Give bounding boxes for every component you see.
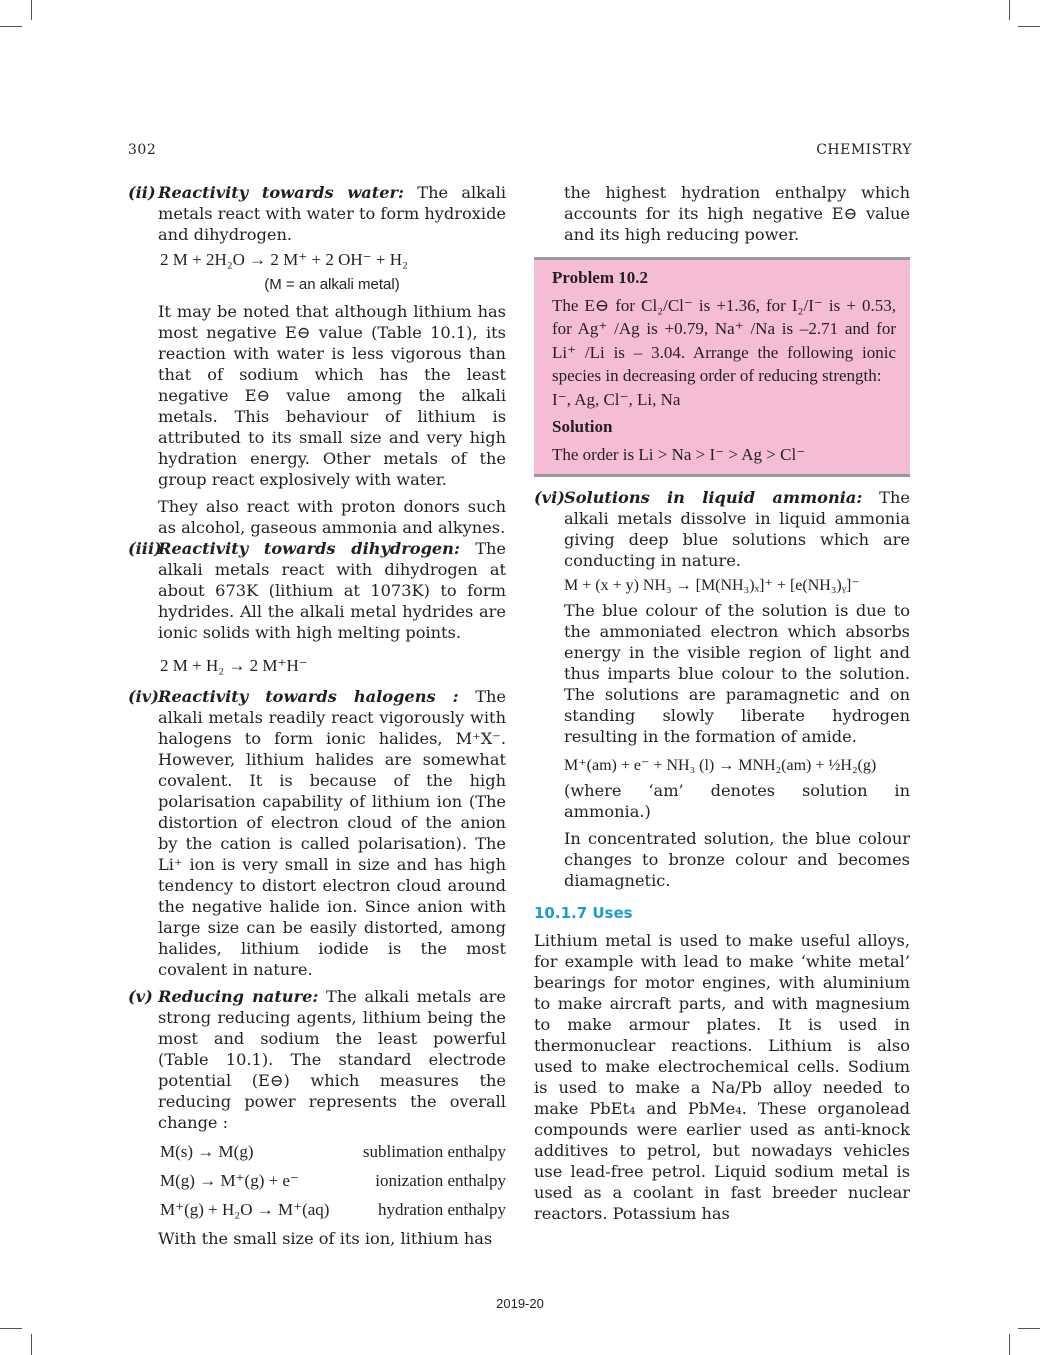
enthalpy-row bbox=[160, 1170, 506, 1191]
paragraph: It may be noted that although lithium has most negative E⊖ value (Table 10.1), its reaction with water is less vigorous than that of sodium which has the least negative E⊖ value among the alkali metals. This behaviour of lithium is attributed to its small size and very high hydration energy. Other metals of the group react explosively with water. bbox=[158, 302, 506, 489]
enthalpy-row bbox=[160, 1141, 506, 1162]
item-reactivity-dihydrogen bbox=[128, 538, 506, 643]
item-title: Reactivity towards dihydrogen: bbox=[158, 539, 460, 558]
item-reactivity-water bbox=[128, 182, 506, 245]
crop-mark bbox=[1009, 1334, 1010, 1355]
solution-title: Solution bbox=[552, 417, 613, 436]
item-number: (v) bbox=[128, 987, 153, 1006]
equation: M(g) → M⁺(g) + e⁻ bbox=[160, 1171, 299, 1190]
item-number: (iii) bbox=[128, 539, 162, 558]
enthalpy-label: ionization enthalpy bbox=[375, 1171, 506, 1190]
crop-mark bbox=[1018, 26, 1040, 27]
paragraph: Lithium metal is used to make useful alloys, for example with lead to make ‘white metal’ bearings for motor engines, with aluminium to make aircraft parts, and with magnesium to make armour plates. It is used in thermonuclear reactions. Lithium is also used to make electrochemical cells. Sodium is used to make a Na/Pb alloy needed to make PbEt₄ and PbMe₄. These organolead compounds were earlier used as anti-knock additives to petrol, but nowadays vehicles use lead-free petrol. Liquid sodium metal is used as a coolant in fast breeder nuclear reactors. Potassium has bbox=[534, 931, 910, 1223]
crop-mark bbox=[31, 1334, 32, 1355]
paragraph: With the small size of its ion, lithium has bbox=[158, 1229, 493, 1248]
crop-mark bbox=[0, 1328, 22, 1329]
item-number: (vi) bbox=[534, 488, 565, 507]
equation: 2 M + H₂ → 2 M⁺H⁻ bbox=[160, 656, 308, 675]
equation: M⁺(am) + e⁻ + NH₃ (l) → MNH₂(am) + ½H₂(g) bbox=[564, 757, 877, 774]
item-reducing-nature bbox=[128, 986, 506, 1133]
item-text: The alkali metals react with dihydrogen at about 673K (lithium at 1073K) to form hydrides. All the alkali metal hydrides are ionic solids with high melting points. bbox=[158, 539, 506, 642]
item-text: The alkali metals react with water to form hydroxide and dihydrogen. bbox=[158, 183, 507, 244]
enthalpy-row bbox=[160, 1199, 506, 1220]
paragraph: The blue colour of the solution is due to the ammoniated electron which absorbs energy in the visible region of light and thus imparts blue colour to the solution. The solutions are paramagnetic and on standing slowly liberate hydrogen resulting in the formation of amide. bbox=[564, 601, 910, 746]
equation: M + (x + y) NH₃ → [M(NH₃)ₓ]⁺ + [e(NH₃)ᵧ]⁻ bbox=[564, 577, 860, 594]
crop-mark bbox=[31, 0, 32, 20]
crop-mark bbox=[0, 26, 22, 27]
crop-mark bbox=[1009, 0, 1010, 20]
enthalpy-label: hydration enthalpy bbox=[378, 1200, 506, 1219]
solution-text: The order is Li > Na > I⁻ > Ag > Cl⁻ bbox=[552, 444, 806, 464]
item-number: (iv) bbox=[128, 687, 159, 706]
paragraph: They also react with proton donors such as alcohol, gaseous ammonia and alkynes. bbox=[158, 497, 506, 537]
equation-note: (M = an alkali metal) bbox=[264, 276, 400, 293]
item-reactivity-halogens bbox=[128, 686, 506, 980]
page-footer: 2019-20 bbox=[496, 1296, 544, 1311]
problem-species: I⁻, Ag, Cl⁻, Li, Na bbox=[552, 389, 681, 409]
enthalpy-label: sublimation enthalpy bbox=[362, 1142, 506, 1161]
item-title: Reactivity towards halogens : bbox=[158, 687, 459, 706]
problem-text: The E⊖ for Cl₂/Cl⁻ is +1.36, for I₂/I⁻ is + 0.53, for Ag⁺ /Ag is +0.79, Na⁺ /Na is –2.71 and for Li⁺ /Li is – 3.04. Arrange the following ionic species in decreasing order of reducing strength: bbox=[552, 295, 896, 385]
section-heading: 10.1.7 Uses bbox=[534, 904, 633, 922]
left-column bbox=[128, 182, 506, 1249]
item-liquid-ammonia bbox=[534, 487, 910, 571]
right-column bbox=[534, 182, 910, 1224]
crop-mark bbox=[1018, 1328, 1040, 1329]
equation: M(s) → M(g) bbox=[160, 1142, 254, 1161]
page-number: 302 bbox=[128, 142, 157, 158]
problem-title: Problem 10.2 bbox=[552, 268, 649, 287]
item-text: The alkali metals are strong reducing agents, lithium being the most and sodium the least powerful (Table 10.1). The standard electrode potential (E⊖) which measures the reducing power represents the overall change : bbox=[158, 987, 506, 1132]
problem-box bbox=[534, 257, 910, 477]
item-title: Solutions in liquid ammonia: bbox=[564, 488, 863, 507]
item-number: (ii) bbox=[128, 183, 156, 202]
equation-note: (where ‘am’ denotes solution in ammonia.) bbox=[564, 781, 910, 821]
equation: 2 M + 2H₂O → 2 M⁺ + 2 OH⁻ + H₂ bbox=[160, 250, 408, 269]
item-title: Reactivity towards water: bbox=[158, 183, 405, 202]
item-text: The alkali metals dissolve in liquid ammonia giving deep blue solutions which are conducting in nature. bbox=[564, 488, 910, 570]
running-header: CHEMISTRY bbox=[816, 142, 912, 158]
equation: M⁺(g) + H₂O → M⁺(aq) bbox=[160, 1200, 330, 1219]
paragraph: In concentrated solution, the blue colour changes to bronze colour and becomes diamagnetic. bbox=[564, 829, 910, 890]
item-text: The alkali metals readily react vigorously with halogens to form ionic halides, M⁺X⁻. However, lithium halides are somewhat covalent. It is because of the high polarisation capability of lithium ion (The distortion of electron cloud of the anion by the cation is called polarisation). The Li⁺ ion is very small in size and has high tendency to distort electron cloud around the negative halide ion. Since anion with large size can be easily distorted, among halides, lithium iodide is the most covalent in nature. bbox=[158, 687, 506, 979]
item-title: Reducing nature: bbox=[158, 987, 319, 1006]
paragraph: the highest hydration enthalpy which accounts for its high negative E⊖ value and its high reducing power. bbox=[564, 183, 910, 244]
